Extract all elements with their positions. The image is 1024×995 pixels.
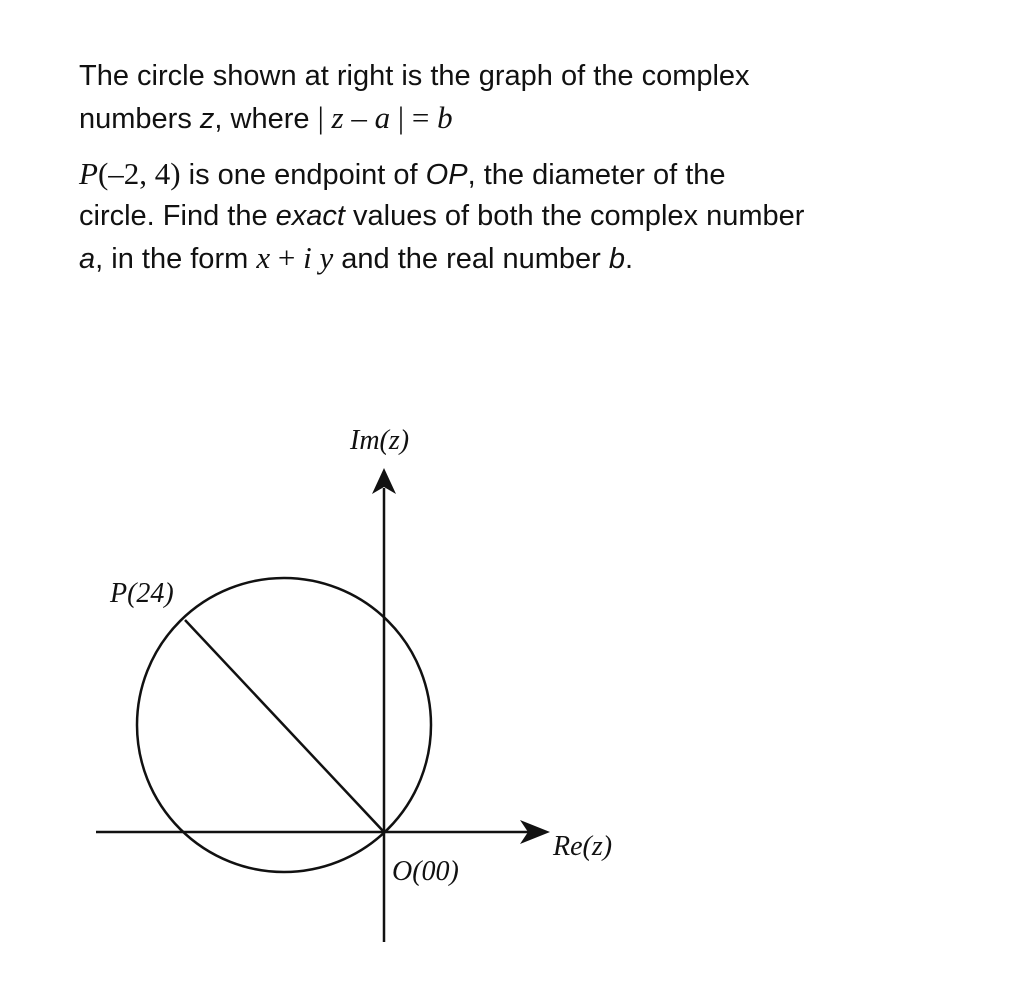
form-plus: + <box>270 240 304 275</box>
p2-text-2: , the diameter of the <box>467 159 726 191</box>
form-i: i <box>303 240 312 275</box>
p2-line2-b: values of both the complex number <box>344 200 805 232</box>
var-a: a <box>79 243 96 275</box>
p2-line3-b: , in the form <box>95 243 257 275</box>
eq-a: a <box>374 100 391 135</box>
line-1: The circle shown at right is the graph of the complex <box>79 60 750 92</box>
real-axis-label: Re(z) <box>553 831 613 862</box>
imaginary-axis-label: Im(z) <box>350 425 410 456</box>
point-p-label: P(24) <box>110 578 174 609</box>
word-exact: exact <box>275 200 345 232</box>
form-y: y <box>311 240 334 275</box>
line-2-prefix: numbers <box>79 103 200 135</box>
var-z: z <box>199 103 215 135</box>
point-p: P <box>79 156 98 191</box>
p2-line3-c: and the real number <box>333 243 609 275</box>
eq-minus: – <box>343 100 375 135</box>
origin-label: O(00) <box>392 856 459 887</box>
eq-bar-open: | <box>317 100 332 135</box>
segment-op: OP <box>425 159 468 191</box>
var-b: b <box>608 243 626 275</box>
p2-text-1: is one endpoint of <box>180 159 426 191</box>
form-x: x <box>256 240 271 275</box>
line-2-mid: , where <box>214 103 318 135</box>
point-p-coords: (–2, 4) <box>97 156 181 191</box>
p2-line3-e: . <box>625 243 634 275</box>
eq-bar-close: | = <box>390 100 438 135</box>
p2-line2-a: circle. Find the <box>79 200 276 232</box>
eq-b: b <box>437 100 453 135</box>
eq-z: z <box>331 100 344 135</box>
diameter-op <box>185 620 384 832</box>
